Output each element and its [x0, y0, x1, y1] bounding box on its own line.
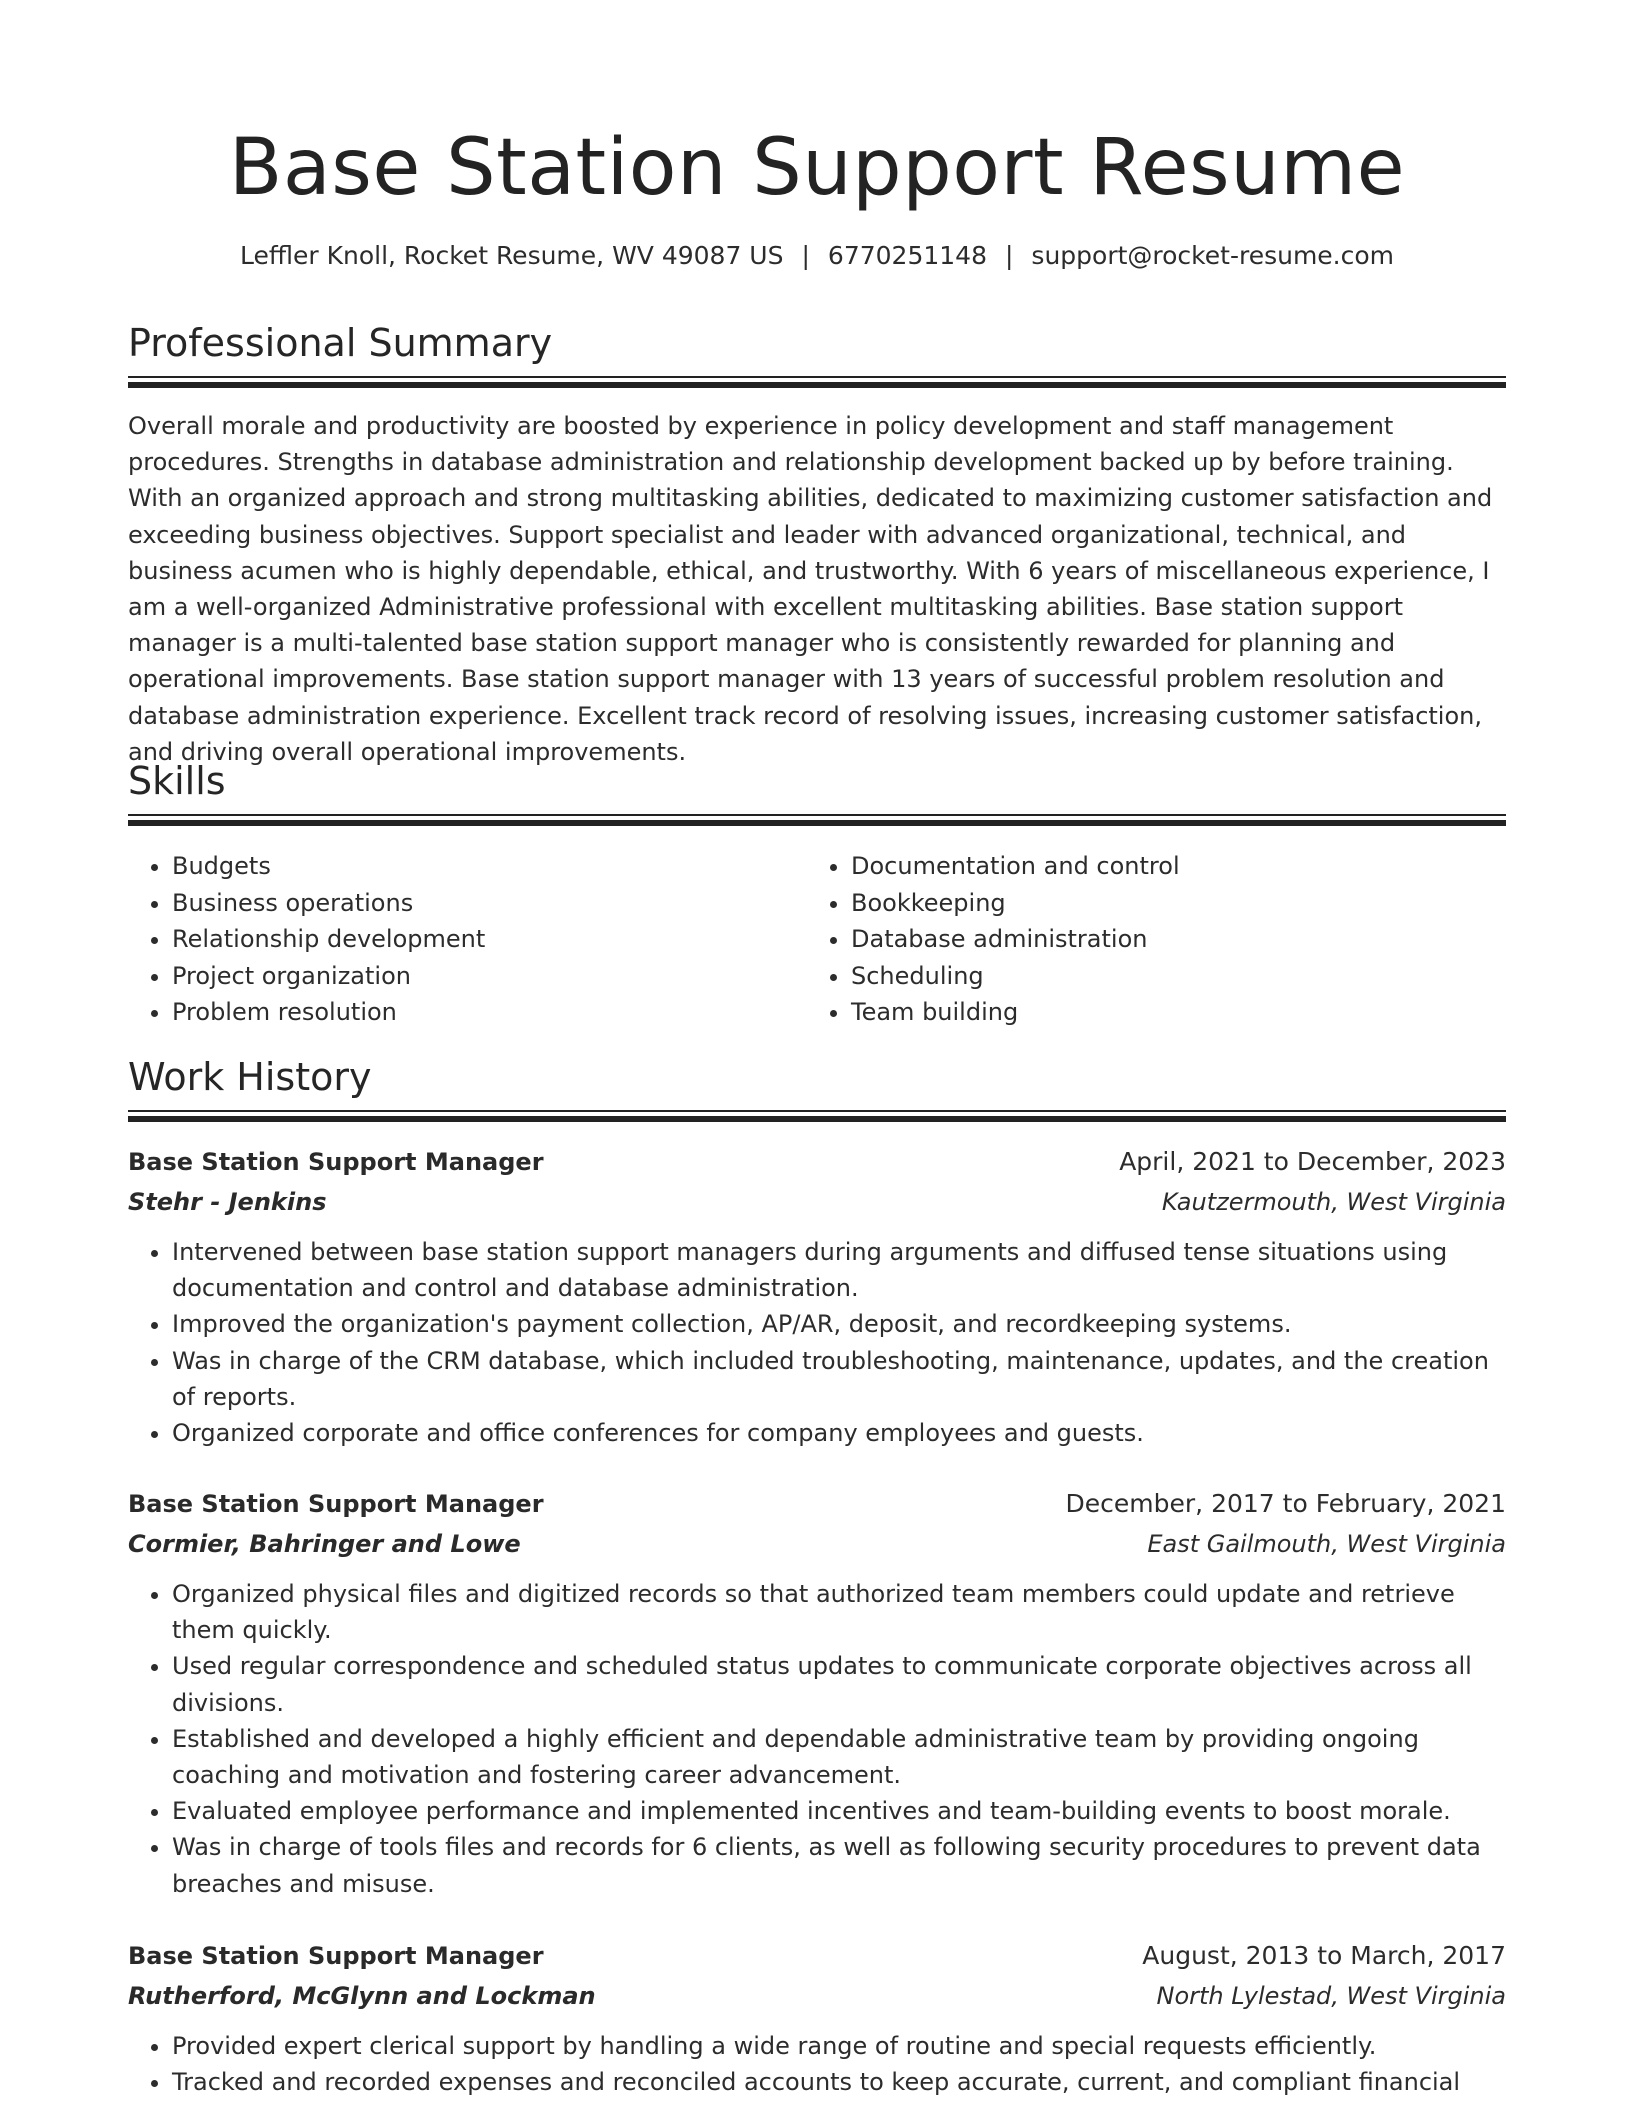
job-bullet: • Used regular correspondence and scheduled status updates to communicate corporate objectives across all divisions.	[172, 1648, 1506, 1720]
job-dates: April, 2021 to December, 2023	[1119, 1147, 1506, 1176]
job-bullets	[128, 2028, 1506, 2100]
skill-item: • Budgets	[172, 848, 807, 885]
job-bullet: • Provided expert clerical support by handling a wide range of routine and special requests efficiently.	[172, 2028, 1506, 2064]
skill-item: • Business operations	[172, 885, 807, 922]
resume-title: Base Station Support Resume	[228, 123, 1406, 213]
contact-line	[128, 238, 1506, 274]
skill-item: • Bookkeeping	[851, 885, 1481, 922]
job-bullet: • Organized physical files and digitized records so that authorized team members could update and retrieve them quickly.	[172, 1576, 1506, 1648]
job-title: Base Station Support Manager	[128, 1148, 544, 1176]
skill-item: • Team building	[851, 994, 1481, 1031]
skill-item: • Documentation and control	[851, 848, 1481, 885]
section-title-summary: Professional Summary	[128, 321, 553, 365]
job-location: East Gailmouth, West Virginia	[1147, 1530, 1506, 1558]
summary-paragraph: Overall morale and productivity are boosted by experience in policy development and staff management procedures. Strengths in database administration and relationship development backed up by before training. With an organized approach and strong multitasking abilities, dedicated to maximizing customer satisfaction and exceeding business objectives. Support specialist and leader with advanced organizational, technical, and business acumen who is highly dependable, ethical, and trustworthy. With 6 years of miscellaneous experience, I am a well-organized Administrative professional with excellent multitasking abilities. Base station support manager is a multi-talented base station support manager who is consistently rewarded for planning and operational improvements. Base station support manager with 13 years of successful problem resolution and database administration experience. Excellent track record of resolving issues, increasing customer satisfaction, and driving overall operational improvements.	[128, 412, 1493, 766]
contact-email[interactable]: support@rocket-resume.com	[1031, 241, 1395, 270]
job-location: Kautzermouth, West Virginia	[1161, 1188, 1506, 1216]
job-bullets	[128, 1576, 1506, 1902]
job-bullet: • Established and developed a highly efficient and dependable administrative team by providing ongoing coaching and motivation and fostering career advancement.	[172, 1721, 1506, 1793]
job-entry	[128, 1936, 1506, 2100]
contact-address: Leffler Knoll, Rocket Resume, WV 49087 US	[239, 241, 784, 270]
job-bullet: • Intervened between base station support managers during arguments and diffused tense situations using documentation and control and database administration.	[172, 1234, 1506, 1306]
skill-item: • Scheduling	[851, 958, 1481, 995]
job-bullet: • Improved the organization's payment collection, AP/AR, deposit, and recordkeeping systems.	[172, 1306, 1506, 1342]
job-title: Base Station Support Manager	[128, 1490, 544, 1518]
job-dates: December, 2017 to February, 2021	[1065, 1489, 1506, 1518]
section-title-skills: Skills	[128, 759, 226, 803]
job-bullet: • Was in charge of the CRM database, which included troubleshooting, maintenance, updates, and the creation of reports.	[172, 1343, 1506, 1415]
job-title: Base Station Support Manager	[128, 1942, 544, 1970]
job-bullet: • Tracked and recorded expenses and reconciled accounts to keep accurate, current, and compliant financial	[172, 2064, 1506, 2100]
skill-item: • Project organization	[172, 958, 807, 995]
skill-item: • Database administration	[851, 921, 1481, 958]
job-company: Stehr - Jenkins	[128, 1188, 327, 1216]
section-divider	[128, 814, 1506, 826]
section-divider	[128, 1110, 1506, 1122]
job-dates: August, 2013 to March, 2017	[1142, 1941, 1506, 1970]
job-location: North Lylestad, West Virginia	[1156, 1982, 1506, 2010]
skill-item: • Problem resolution	[172, 994, 807, 1031]
section-divider	[128, 376, 1506, 388]
job-company: Rutherford, McGlynn and Lockman	[128, 1982, 596, 2010]
job-bullet: • Evaluated employee performance and implemented incentives and team-building events to boost morale.	[172, 1793, 1506, 1829]
job-bullets	[128, 1234, 1506, 1451]
section-title-work-history: Work History	[128, 1055, 372, 1099]
job-company: Cormier, Bahringer and Lowe	[128, 1530, 521, 1558]
job-bullet: • Organized corporate and office conferences for company employees and guests.	[172, 1415, 1506, 1451]
contact-separator: |	[801, 241, 810, 270]
job-entry	[128, 1484, 1506, 1902]
skills-list	[128, 848, 1506, 1031]
skills-column-right	[807, 848, 1481, 1031]
skills-column-left	[128, 848, 807, 1031]
skill-item: • Relationship development	[172, 921, 807, 958]
job-entry	[128, 1142, 1506, 1451]
job-bullet: • Was in charge of tools files and records for 6 clients, as well as following security procedures to prevent data breaches and misuse.	[172, 1829, 1506, 1901]
contact-phone: 6770251148	[827, 241, 987, 270]
contact-separator: |	[1004, 241, 1014, 270]
